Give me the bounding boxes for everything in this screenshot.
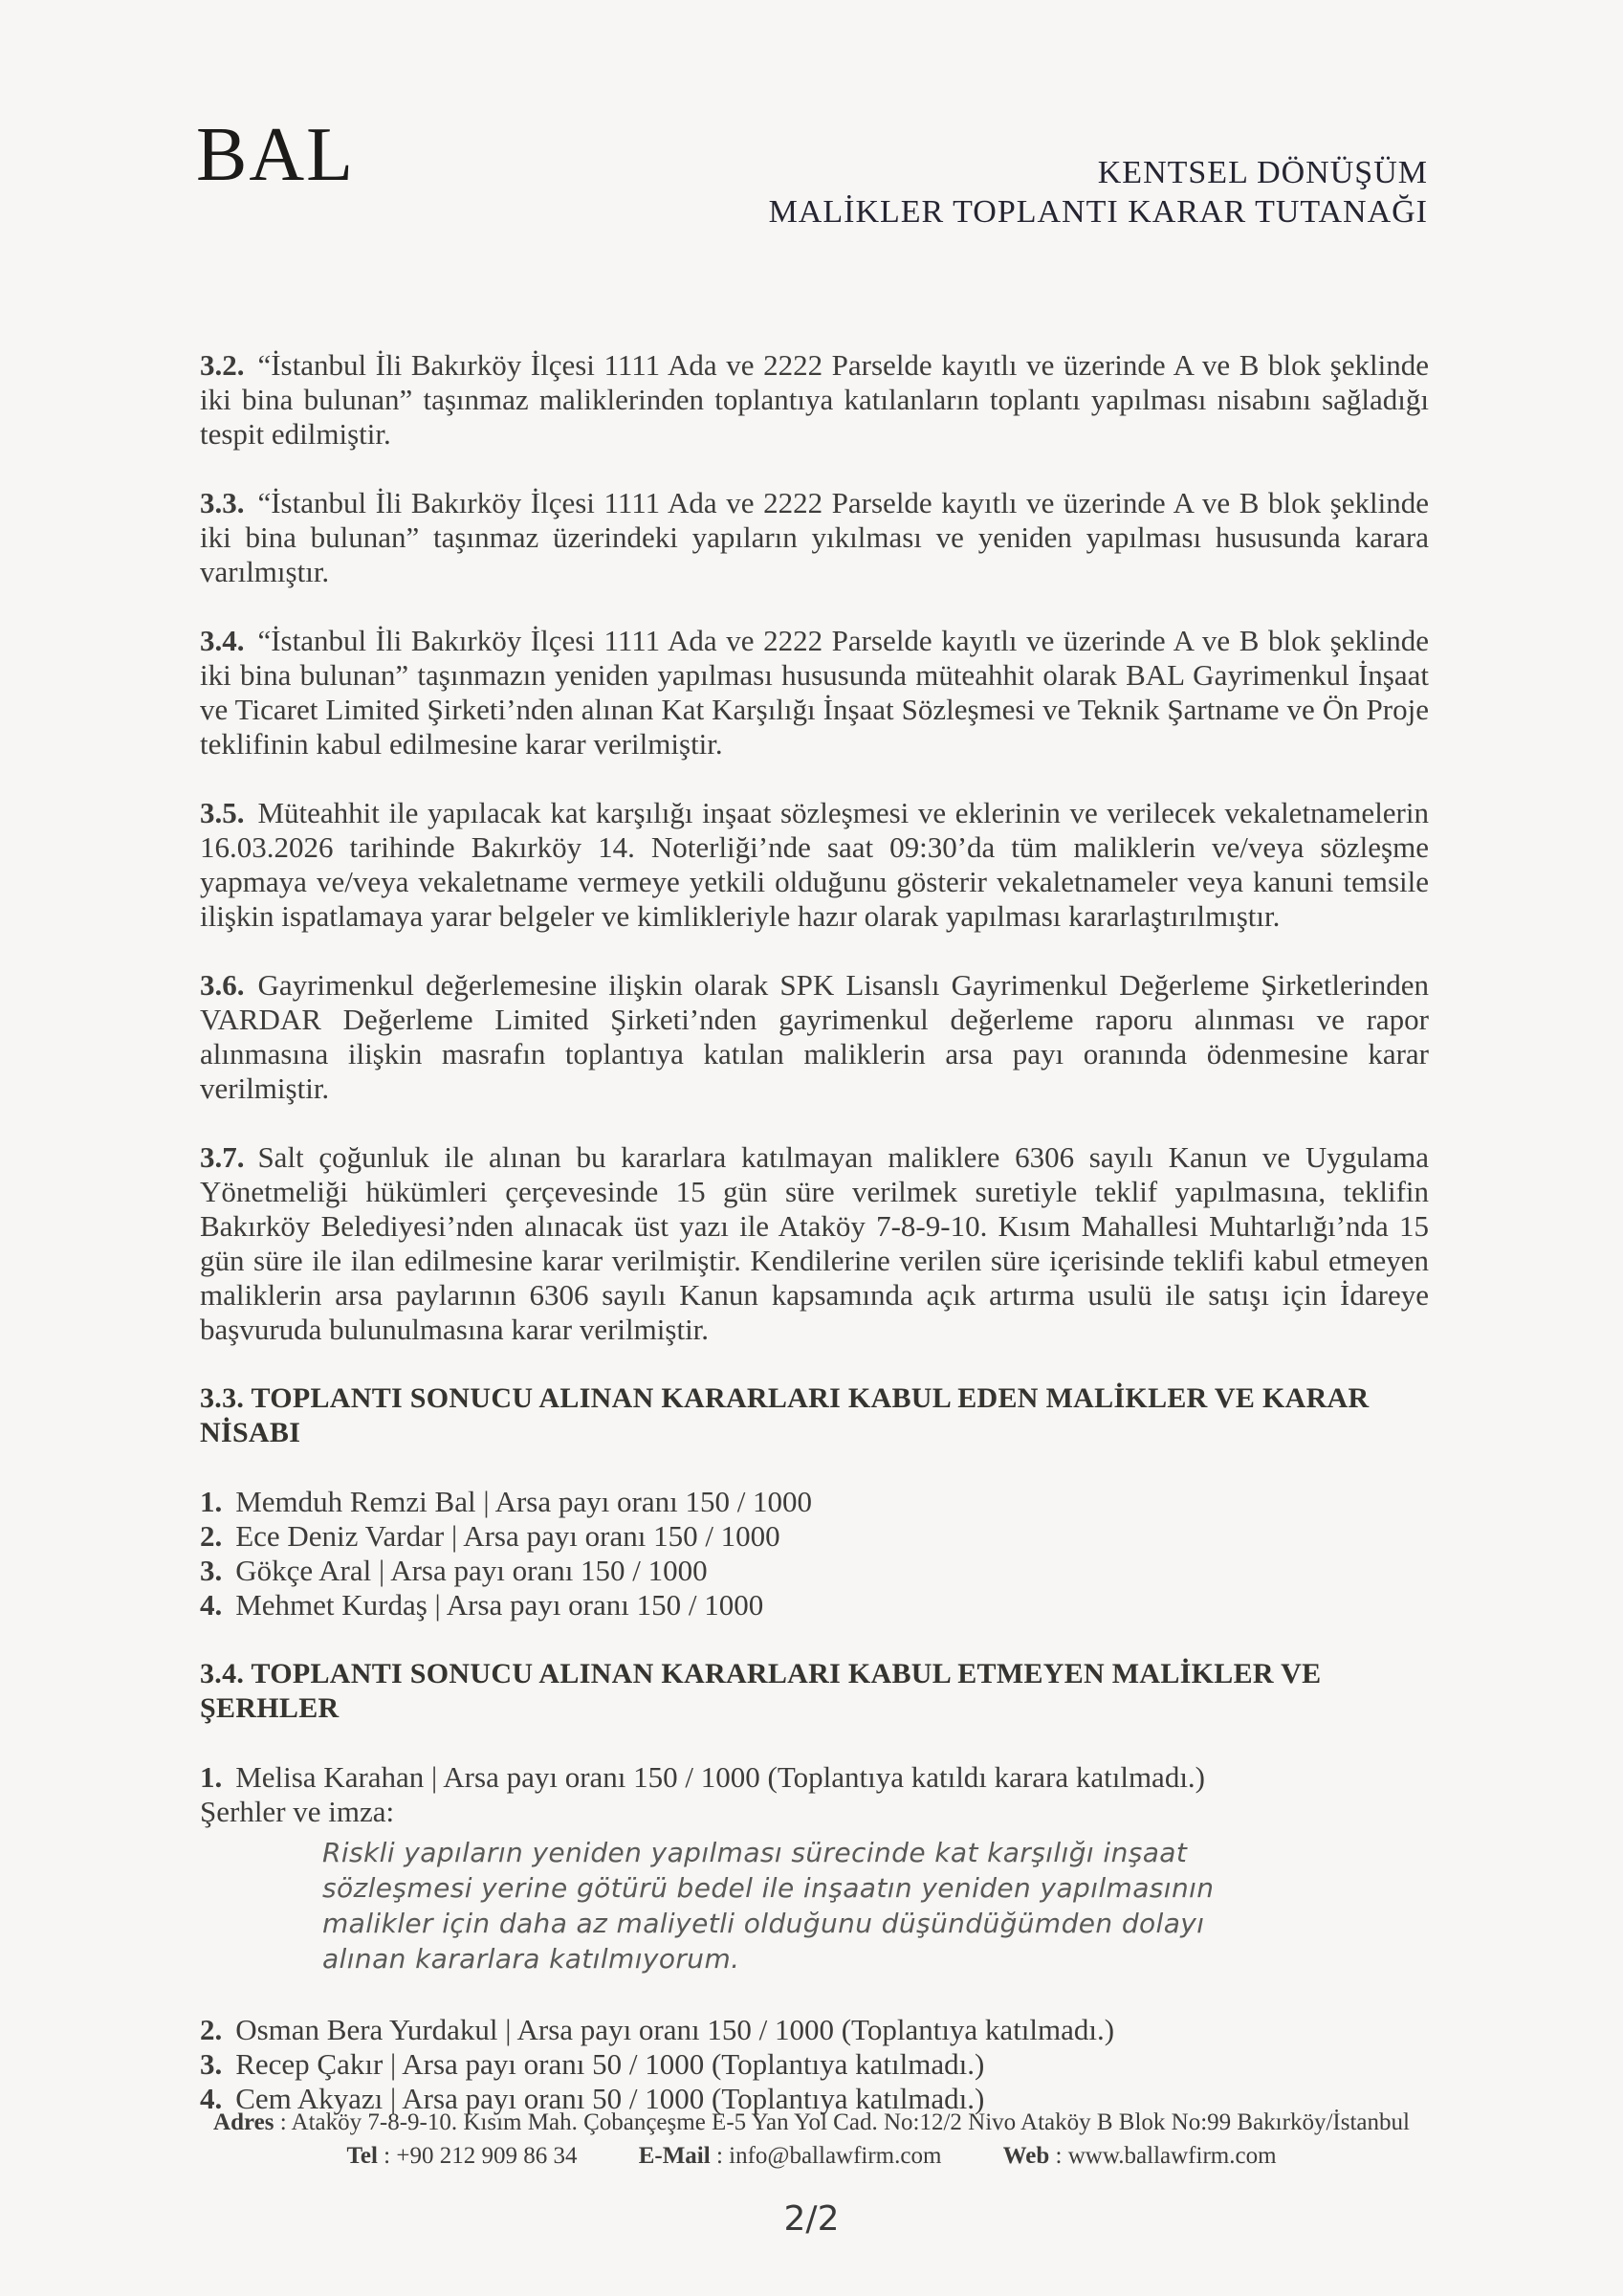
- item-text: Gökçe Aral | Arsa payı oranı 150 / 1000: [235, 1554, 708, 1587]
- paragraph-3-3: [200, 486, 1429, 589]
- item-number: 2.: [200, 1519, 223, 1553]
- clause-text: Müteahhit ile yapılacak kat karşılığı inşaat sözleşmesi ve eklerinin ve verilecek vekaletnamelerin 16.03.2026 tarihinde Bakırköy 14. Noterliği’nde saat 09:30’da tüm maliklerin ve/veya sözleşme yapmaya ve/veya vekaletname vermeye yetkili olduğunu gösterir vekaletnameler veya kanuni temsile ilişkin ispatlamaya yarar belgeler ve kimlikleriyle hazır olarak yapılması kararlaştırılmıştır.: [200, 796, 1429, 933]
- clause-text: “İstanbul İli Bakırköy İlçesi 1111 Ada ve 2222 Parselde kayıtlı ve üzerinde A ve B blok şeklinde iki bina bulunan” taşınmazın yeniden yapılması hususunda müteahhit olarak BAL Gayrimenkul İnşaat ve Ticaret Limited Şirketi’nden alınan Kat Karşılığı İnşaat Sözleşmesi ve Teknik Şartname ve Ön Proje teklifinin kabul edilmesine karar verilmiştir.: [200, 624, 1429, 761]
- item-number: 3.: [200, 1554, 223, 1587]
- address-value: Ataköy 7-8-9-10. Kısım Mah. Çobançeşme E-5 Yan Yol Cad. No:12/2 Nivo Ataköy B Blok No:99 Bakırköy/İstanbul: [291, 2109, 1410, 2135]
- item-text: Memduh Remzi Bal | Arsa payı oranı 150 / 1000: [235, 1485, 813, 1518]
- paragraph-3-2: [200, 348, 1429, 452]
- web-group: [1003, 2142, 1277, 2171]
- list-item: [200, 2047, 1429, 2082]
- item-number: 2.: [200, 2013, 223, 2046]
- phone-label: Tel: [346, 2143, 378, 2169]
- item-text: Ece Deniz Vardar | Arsa payı oranı 150 / 1000: [235, 1519, 780, 1553]
- item-number: 1.: [200, 1760, 223, 1794]
- item-text: Melisa Karahan | Arsa payı oranı 150 / 1000 (Toplantıya katıldı karara katılmadı.): [235, 1760, 1205, 1794]
- item-text: Cem Akyazı | Arsa payı oranı 50 / 1000 (Toplantıya katılmadı.): [235, 2082, 985, 2115]
- document-body: [200, 348, 1429, 2151]
- contact-line: [0, 2142, 1623, 2171]
- paragraph-3-4: [200, 624, 1429, 762]
- clause-number: 3.3.: [200, 486, 245, 519]
- footer: [0, 2108, 1623, 2171]
- clause-number: 3.2.: [200, 348, 245, 382]
- rejecting-owner-list: [200, 1760, 1429, 2116]
- item-number: 4.: [200, 1588, 223, 1622]
- email-label: E-Mail: [638, 2143, 711, 2169]
- separator: :: [274, 2109, 292, 2135]
- separator: :: [377, 2143, 397, 2169]
- section-heading-rejecting-owners: 3.4. TOPLANTI SONUCU ALINAN KARARLARI KABUL ETMEYEN MALİKLER VE ŞERHLER: [200, 1658, 1322, 1724]
- paragraph-3-5: [200, 796, 1429, 934]
- item-number: 3.: [200, 2047, 223, 2081]
- list-item: [200, 2013, 1429, 2047]
- list-item: [200, 1760, 1429, 1795]
- bal-logo: BAL: [196, 113, 355, 197]
- phone-group: [346, 2142, 577, 2171]
- separator: :: [1049, 2143, 1068, 2169]
- clause-text: “İstanbul İli Bakırköy İlçesi 1111 Ada ve 2222 Parselde kayıtlı ve üzerinde A ve B blok şeklinde iki bina bulunan” taşınmaz maliklerinden toplantıya katılanların toplantı yapılması nisabını sağladığı tespit edilmiştir.: [200, 348, 1429, 451]
- item-text: Recep Çakır | Arsa payı oranı 50 / 1000 (Toplantıya katılmadı.): [235, 2047, 985, 2081]
- clause-text: Gayrimenkul değerlemesine ilişkin olarak SPK Lisanslı Gayrimenkul Değerleme Şirketlerinden VARDAR Değerleme Limited Şirketi’nden gayrimenkul değerleme raporu alınması ve rapor alınmasına ilişkin masrafın toplantıya katılan maliklerin arsa payı oranında ödenmesine karar verilmiştir.: [200, 968, 1429, 1105]
- list-item: [200, 1519, 1429, 1554]
- web-value: www.ballawfirm.com: [1067, 2143, 1277, 2169]
- page-number: 2/2: [783, 2199, 840, 2239]
- section-heading-accepting-owners: 3.3. TOPLANTI SONUCU ALINAN KARARLARI KABUL EDEN MALİKLER VE KARAR NİSABI: [200, 1382, 1370, 1448]
- handwritten-dissent-note: Riskli yapıların yeniden yapılması sürecinde kat karşılığı inşaat sözleşmesi yerine götürü bedel ile inşaatın yeniden yapılmasının malikler için daha az maliyetli olduğunu düşündüğümden dolayı alınan kararlara katılmıyorum.: [322, 1837, 1215, 1975]
- separator: :: [710, 2143, 730, 2169]
- clause-number: 3.5.: [200, 796, 245, 829]
- phone-value: +90 212 909 86 34: [396, 2143, 578, 2169]
- list-item: [200, 1588, 1429, 1623]
- accepting-owner-list: [200, 1485, 1429, 1623]
- list-item: [200, 1554, 1429, 1588]
- item-number: 4.: [200, 2082, 223, 2115]
- address-line: [0, 2108, 1623, 2137]
- clause-number: 3.7.: [200, 1140, 245, 1174]
- clause-text: “İstanbul İli Bakırköy İlçesi 1111 Ada ve 2222 Parselde kayıtlı ve üzerinde A ve B blok şeklinde iki bina bulunan” taşınmaz üzerindeki yapıların yıkılması ve yeniden yapılması hususunda karara varılmıştır.: [200, 486, 1429, 588]
- clause-number: 3.4.: [200, 624, 245, 657]
- paragraph-3-7: [200, 1140, 1429, 1347]
- email-value: info@ballawfirm.com: [729, 2143, 942, 2169]
- document-title-line2: MALİKLER TOPLANTI KARAR TUTANAĞI: [768, 194, 1428, 230]
- web-label: Web: [1002, 2143, 1050, 2169]
- document-title-line1: KENTSEL DÖNÜŞÜM: [1097, 155, 1428, 190]
- clause-number: 3.6.: [200, 968, 245, 1002]
- item-text: Osman Bera Yurdakul | Arsa payı oranı 150 / 1000 (Toplantıya katılmadı.): [235, 2013, 1115, 2046]
- paragraph-3-6: [200, 968, 1429, 1106]
- item-number: 1.: [200, 1485, 223, 1518]
- annotation-label: Şerhler ve imza:: [200, 1795, 395, 1828]
- address-label: Adres: [213, 2109, 274, 2135]
- list-item: [200, 1485, 1429, 1519]
- email-group: [639, 2142, 942, 2171]
- document-title: [769, 153, 1428, 232]
- item-text: Mehmet Kurdaş | Arsa payı oranı 150 / 1000: [235, 1588, 764, 1622]
- clause-text: Salt çoğunluk ile alınan bu kararlara katılmayan maliklere 6306 sayılı Kanun ve Uygulama Yönetmeliği hükümleri çerçevesinde 15 gün süre verilmek suretiyle teklif yapılmasına, teklifin Bakırköy Belediyesi’nden alınacak üst yazı ile Ataköy 7-8-9-10. Kısım Mahallesi Muhtarlığı’nda 15 gün süre ile ilan edilmesine karar verilmiştir. Kendilerine verilen süre içerisinde teklifi kabul etmeyen maliklerin arsa paylarının 6306 sayılı Kanun kapsamında açık artırma usulü ile satışı için İdareye başvuruda bulunulmasına karar verilmiştir.: [200, 1140, 1429, 1346]
